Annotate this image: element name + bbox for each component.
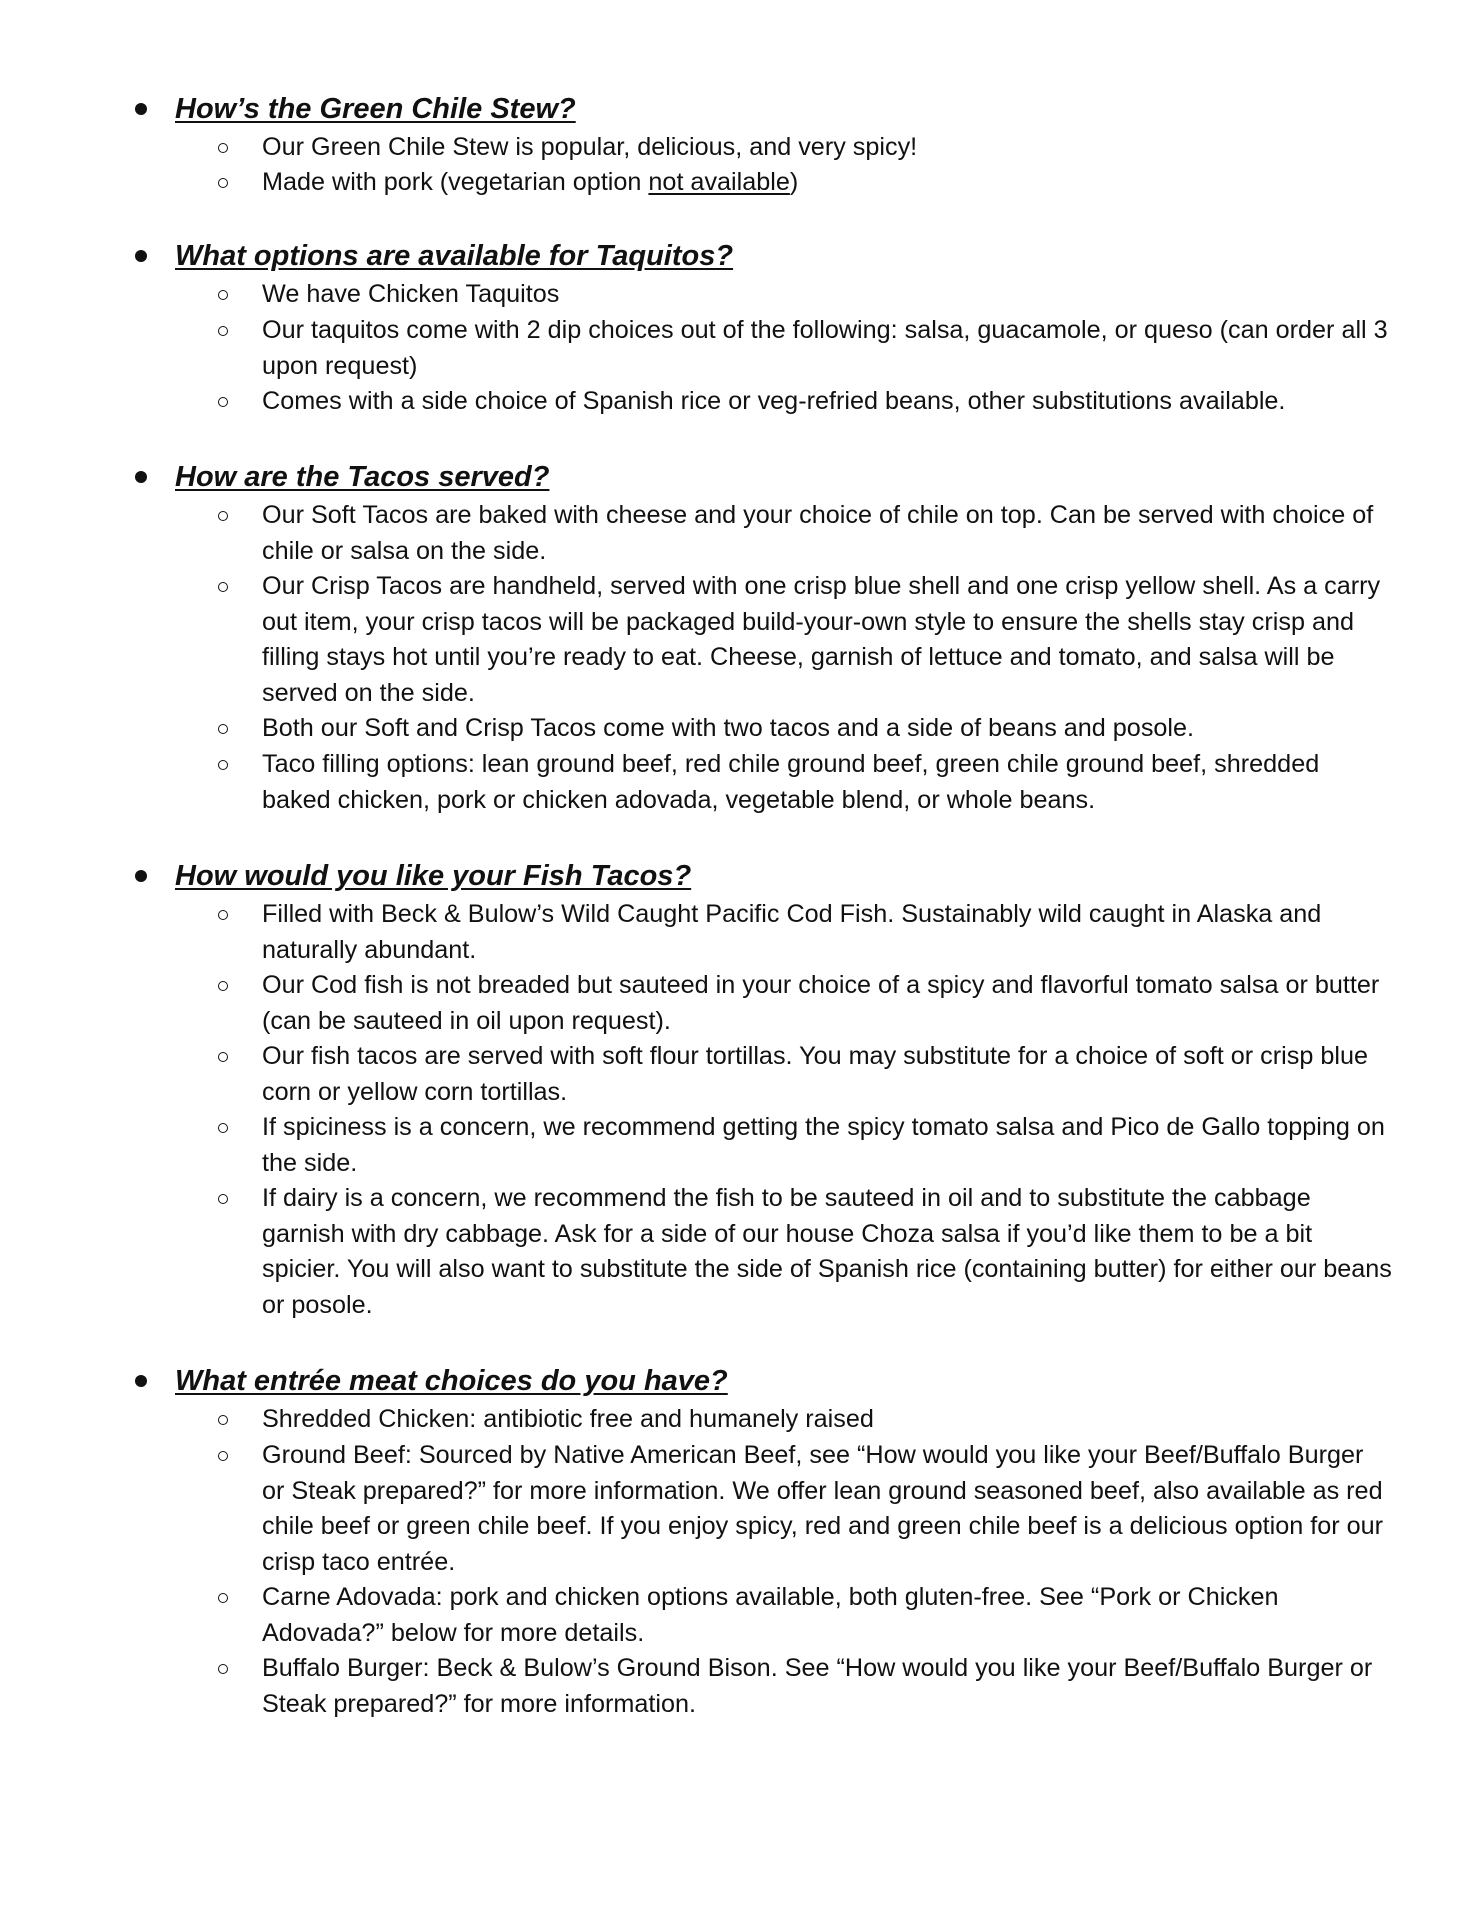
answer-text: Shredded Chicken: antibiotic free and humanely raised — [262, 1405, 874, 1433]
answer-text: Our Crisp Tacos are handheld, served with one crisp blue shell and one crisp yellow shell. As a carry out item, your crisp tacos will be packaged build-your-own style to ensure the shells stay crisp and filling stays hot until you’re ready to eat. Cheese, garnish of lettuce and tomato, and salsa will be served on the side. — [262, 572, 1381, 707]
hollow-bullet-icon — [218, 290, 228, 300]
question-heading: What entrée meat choices do you have? — [175, 1365, 728, 1397]
hollow-bullet-icon — [218, 1664, 228, 1674]
hollow-bullet-icon — [218, 724, 228, 734]
answer-text: Our Green Chile Stew is popular, delicious, and very spicy! — [262, 133, 918, 161]
hollow-bullet-icon — [218, 397, 228, 407]
bullet-icon — [135, 471, 147, 483]
answer-text: Our taquitos come with 2 dip choices out of the following: salsa, guacamole, or queso (can order all 3 upon request) — [262, 316, 1388, 380]
hollow-bullet-icon — [218, 511, 228, 521]
underlined-emphasis: not available — [648, 168, 790, 196]
answer-text-part: Made with pork (vegetarian option — [262, 168, 649, 196]
hollow-bullet-icon — [218, 1451, 228, 1461]
hollow-bullet-icon — [218, 1415, 228, 1425]
answer-text: Our Soft Tacos are baked with cheese and your choice of chile on top. Can be served with choice of chile or salsa on the side. — [262, 501, 1374, 565]
answer-text: Carne Adovada: pork and chicken options available, both gluten-free. See “Pork or Chicken Adovada?” below for more details. — [262, 1583, 1279, 1647]
bullet-icon — [135, 1375, 147, 1387]
answer-text: Filled with Beck & Bulow’s Wild Caught Pacific Cod Fish. Sustainably wild caught in Alaska and naturally abundant. — [262, 900, 1322, 964]
hollow-bullet-icon — [218, 981, 228, 991]
hollow-bullet-icon — [218, 1123, 228, 1133]
hollow-bullet-icon — [218, 760, 228, 770]
hollow-bullet-icon — [218, 1593, 228, 1603]
hollow-bullet-icon — [218, 1194, 228, 1204]
answer-text: If spiciness is a concern, we recommend getting the spicy tomato salsa and Pico de Gallo topping on the side. — [262, 1113, 1385, 1177]
hollow-bullet-icon — [218, 910, 228, 920]
bullet-icon — [135, 103, 147, 115]
answer-text — [262, 165, 1392, 201]
question-heading: How would you like your Fish Tacos? — [175, 860, 692, 892]
answer-text: Comes with a side choice of Spanish rice or veg-refried beans, other substitutions available. — [262, 387, 1286, 415]
answer-text: Our fish tacos are served with soft flour tortillas. You may substitute for a choice of soft or crisp blue corn or yellow corn tortillas. — [262, 1042, 1368, 1106]
hollow-bullet-icon — [218, 326, 228, 336]
question-heading: What options are available for Taquitos? — [175, 240, 734, 272]
answer-text: Our Cod fish is not breaded but sauteed in your choice of a spicy and flavorful tomato salsa or butter (can be sauteed in oil upon request). — [262, 971, 1380, 1035]
hollow-bullet-icon — [218, 178, 228, 188]
hollow-bullet-icon — [218, 143, 228, 153]
hollow-bullet-icon — [218, 582, 228, 592]
bullet-icon — [135, 250, 147, 262]
hollow-bullet-icon — [218, 1052, 228, 1062]
answer-text: Ground Beef: Sourced by Native American Beef, see “How would you like your Beef/Buffalo Burger or Steak prepared?” for more information. We offer lean ground seasoned beef, also available as red chile beef or green chile beef. If you enjoy spicy, red and green chile beef is a delicious option for our crisp taco entrée. — [262, 1441, 1384, 1576]
answer-text-part: ) — [789, 168, 799, 196]
bullet-icon — [135, 870, 147, 882]
question-heading: How’s the Green Chile Stew? — [175, 93, 576, 125]
answer-text: We have Chicken Taquitos — [262, 280, 560, 308]
answer-text: Buffalo Burger: Beck & Bulow’s Ground Bison. See “How would you like your Beef/Buffalo Burger or Steak prepared?” for more information. — [262, 1654, 1373, 1718]
answer-text: Taco filling options: lean ground beef, red chile ground beef, green chile ground beef, shredded baked chicken, pork or chicken adovada, vegetable blend, or whole beans. — [262, 750, 1320, 814]
answer-text: Both our Soft and Crisp Tacos come with two tacos and a side of beans and posole. — [262, 714, 1195, 742]
answer-text: If dairy is a concern, we recommend the fish to be sauteed in oil and to substitute the cabbage garnish with dry cabbage. Ask for a side of our house Choza salsa if you’d like them to be a bit spicier. You will also want to substitute the side of Spanish rice (containing butter) for either our beans or posole. — [262, 1184, 1392, 1319]
question-heading: How are the Tacos served? — [175, 461, 550, 493]
